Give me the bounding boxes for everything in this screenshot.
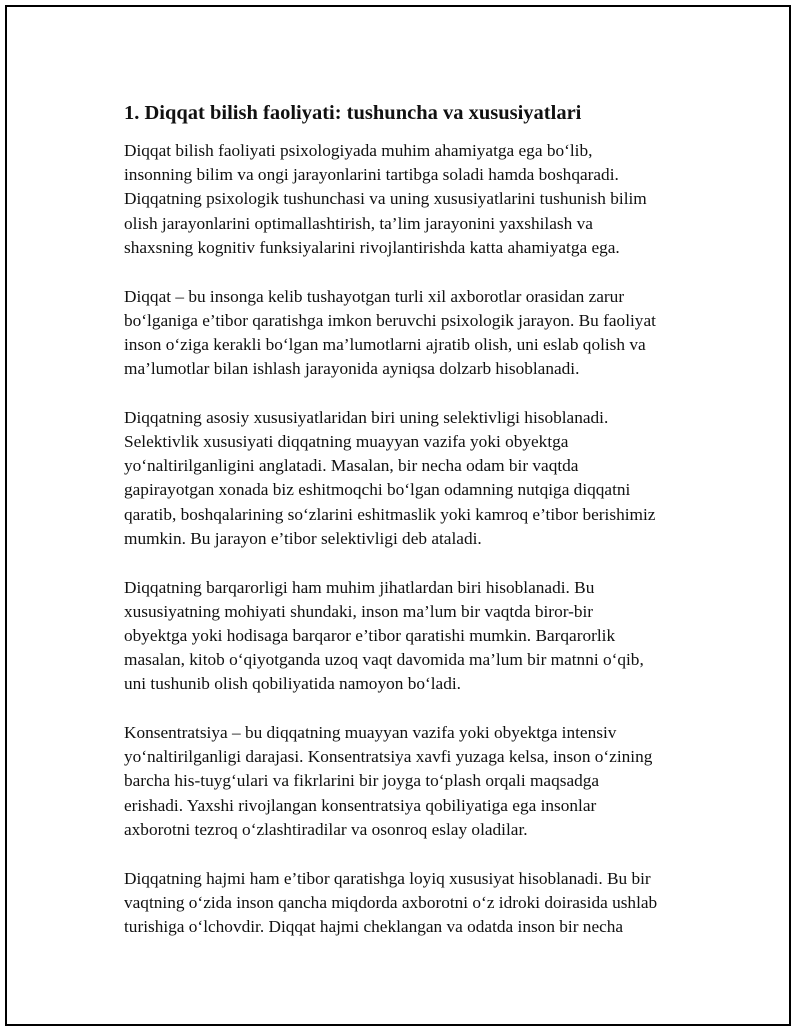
- text-line: Selektivlik xususiyati diqqatning muayyan vazifa yoki obyektga: [124, 432, 569, 452]
- text-line: Diqqatning psixologik tushunchasi va uning xususiyatlarini tushunish bilim: [124, 189, 647, 209]
- text-line: uni tushunib olish qobiliyatida namoyon bo‘ladi.: [124, 674, 461, 694]
- text-line: shaxsning kognitiv funksiyalarini rivojlantirishda katta ahamiyatga ega.: [124, 237, 620, 257]
- text-line: Diqqat bilish faoliyati psixologiyada muhim ahamiyatga ega bo‘lib,: [124, 141, 593, 160]
- text-line: obyektga yoki hodisaga barqaror e’tibor qaratishi mumkin. Barqarorlik: [124, 625, 616, 645]
- document-body: [124, 99, 704, 964]
- text-line: masalan, kitob o‘qiyotganda uzoq vaqt davomida ma’lum bir matnni o‘qib,: [124, 650, 644, 670]
- text-line: yo‘naltirilganligi darajasi. Konsentratsiya xavfi yuzaga kelsa, inson o‘zining: [124, 747, 653, 767]
- text-line: turishiga o‘lchovdir. Diqqat hajmi cheklangan va odatda inson bir necha: [124, 916, 624, 936]
- text-line: olish jarayonlarini optimallashtirish, ta’lim jarayonini yaxshilash va: [124, 213, 593, 233]
- text-line: yo‘naltirilganligini anglatadi. Masalan, bir necha odam bir vaqtda: [124, 456, 579, 476]
- text-line: xususiyatning mohiyati shundaki, inson ma’lum bir vaqtda biror-bir: [124, 601, 594, 621]
- text-line: barcha his-tuyg‘ulari va fikrlarini bir joyga to‘plash orqali maqsadga: [124, 771, 600, 791]
- paragraph-3: [124, 406, 704, 551]
- paragraph-5: [124, 721, 704, 842]
- text-line: gapirayotgan xonada biz eshitmoqchi bo‘lgan odamning nutqiga diqqatni: [124, 480, 631, 500]
- paragraph-6: [124, 867, 704, 940]
- text-line: mumkin. Bu jarayon e’tibor selektivligi deb ataladi.: [124, 528, 482, 548]
- text-line: insonning bilim va ongi jarayonlarini tartibga soladi hamda boshqaradi.: [124, 165, 619, 185]
- text-line: Diqqatning asosiy xususiyatlaridan biri uning selektivligi hisoblanadi.: [124, 407, 609, 427]
- paragraph-2: [124, 285, 704, 382]
- text-line: inson o‘ziga kerakli bo‘lgan ma’lumotlarni ajratib olish, uni eslab qolish va: [124, 334, 646, 354]
- text-line: Diqqat – bu insonga kelib tushayotgan turli xil axborotlar orasidan zarur: [124, 286, 625, 306]
- text-line: bo‘lganiga e’tibor qaratishga imkon beruvchi psixologik jarayon. Bu faoliyat: [124, 310, 656, 330]
- text-line: qaratib, boshqalarining so‘zlarini eshitmaslik yoki kamroq e’tibor berishimiz: [124, 504, 656, 524]
- document-page: [5, 5, 791, 1026]
- text-line: Diqqatning barqarorligi ham muhim jihatlardan biri hisoblanadi. Bu: [124, 577, 595, 597]
- text-line: erishadi. Yaxshi rivojlangan konsentratsiya qobiliyatiga ega insonlar: [124, 795, 597, 815]
- paragraph-4: [124, 576, 704, 697]
- text-line: vaqtning o‘zida inson qancha miqdorda axborotni o‘z idroki doirasida ushlab: [124, 892, 658, 912]
- text-line: axborotni tezroq o‘zlashtiradilar va osonroq eslay oladilar.: [124, 819, 528, 839]
- section-heading: 1. Diqqat bilish faoliyati: tushuncha va xususiyatlari: [124, 102, 582, 124]
- text-line: Diqqatning hajmi ham e’tibor qaratishga loyiq xususiyat hisoblanadi. Bu bir: [124, 868, 651, 888]
- text-line: ma’lumotlar bilan ishlash jarayonida ayniqsa dolzarb hisoblanadi.: [124, 359, 580, 379]
- text-line: Konsentratsiya – bu diqqatning muayyan vazifa yoki obyektga intensiv: [124, 723, 617, 743]
- paragraph-1: [124, 139, 704, 260]
